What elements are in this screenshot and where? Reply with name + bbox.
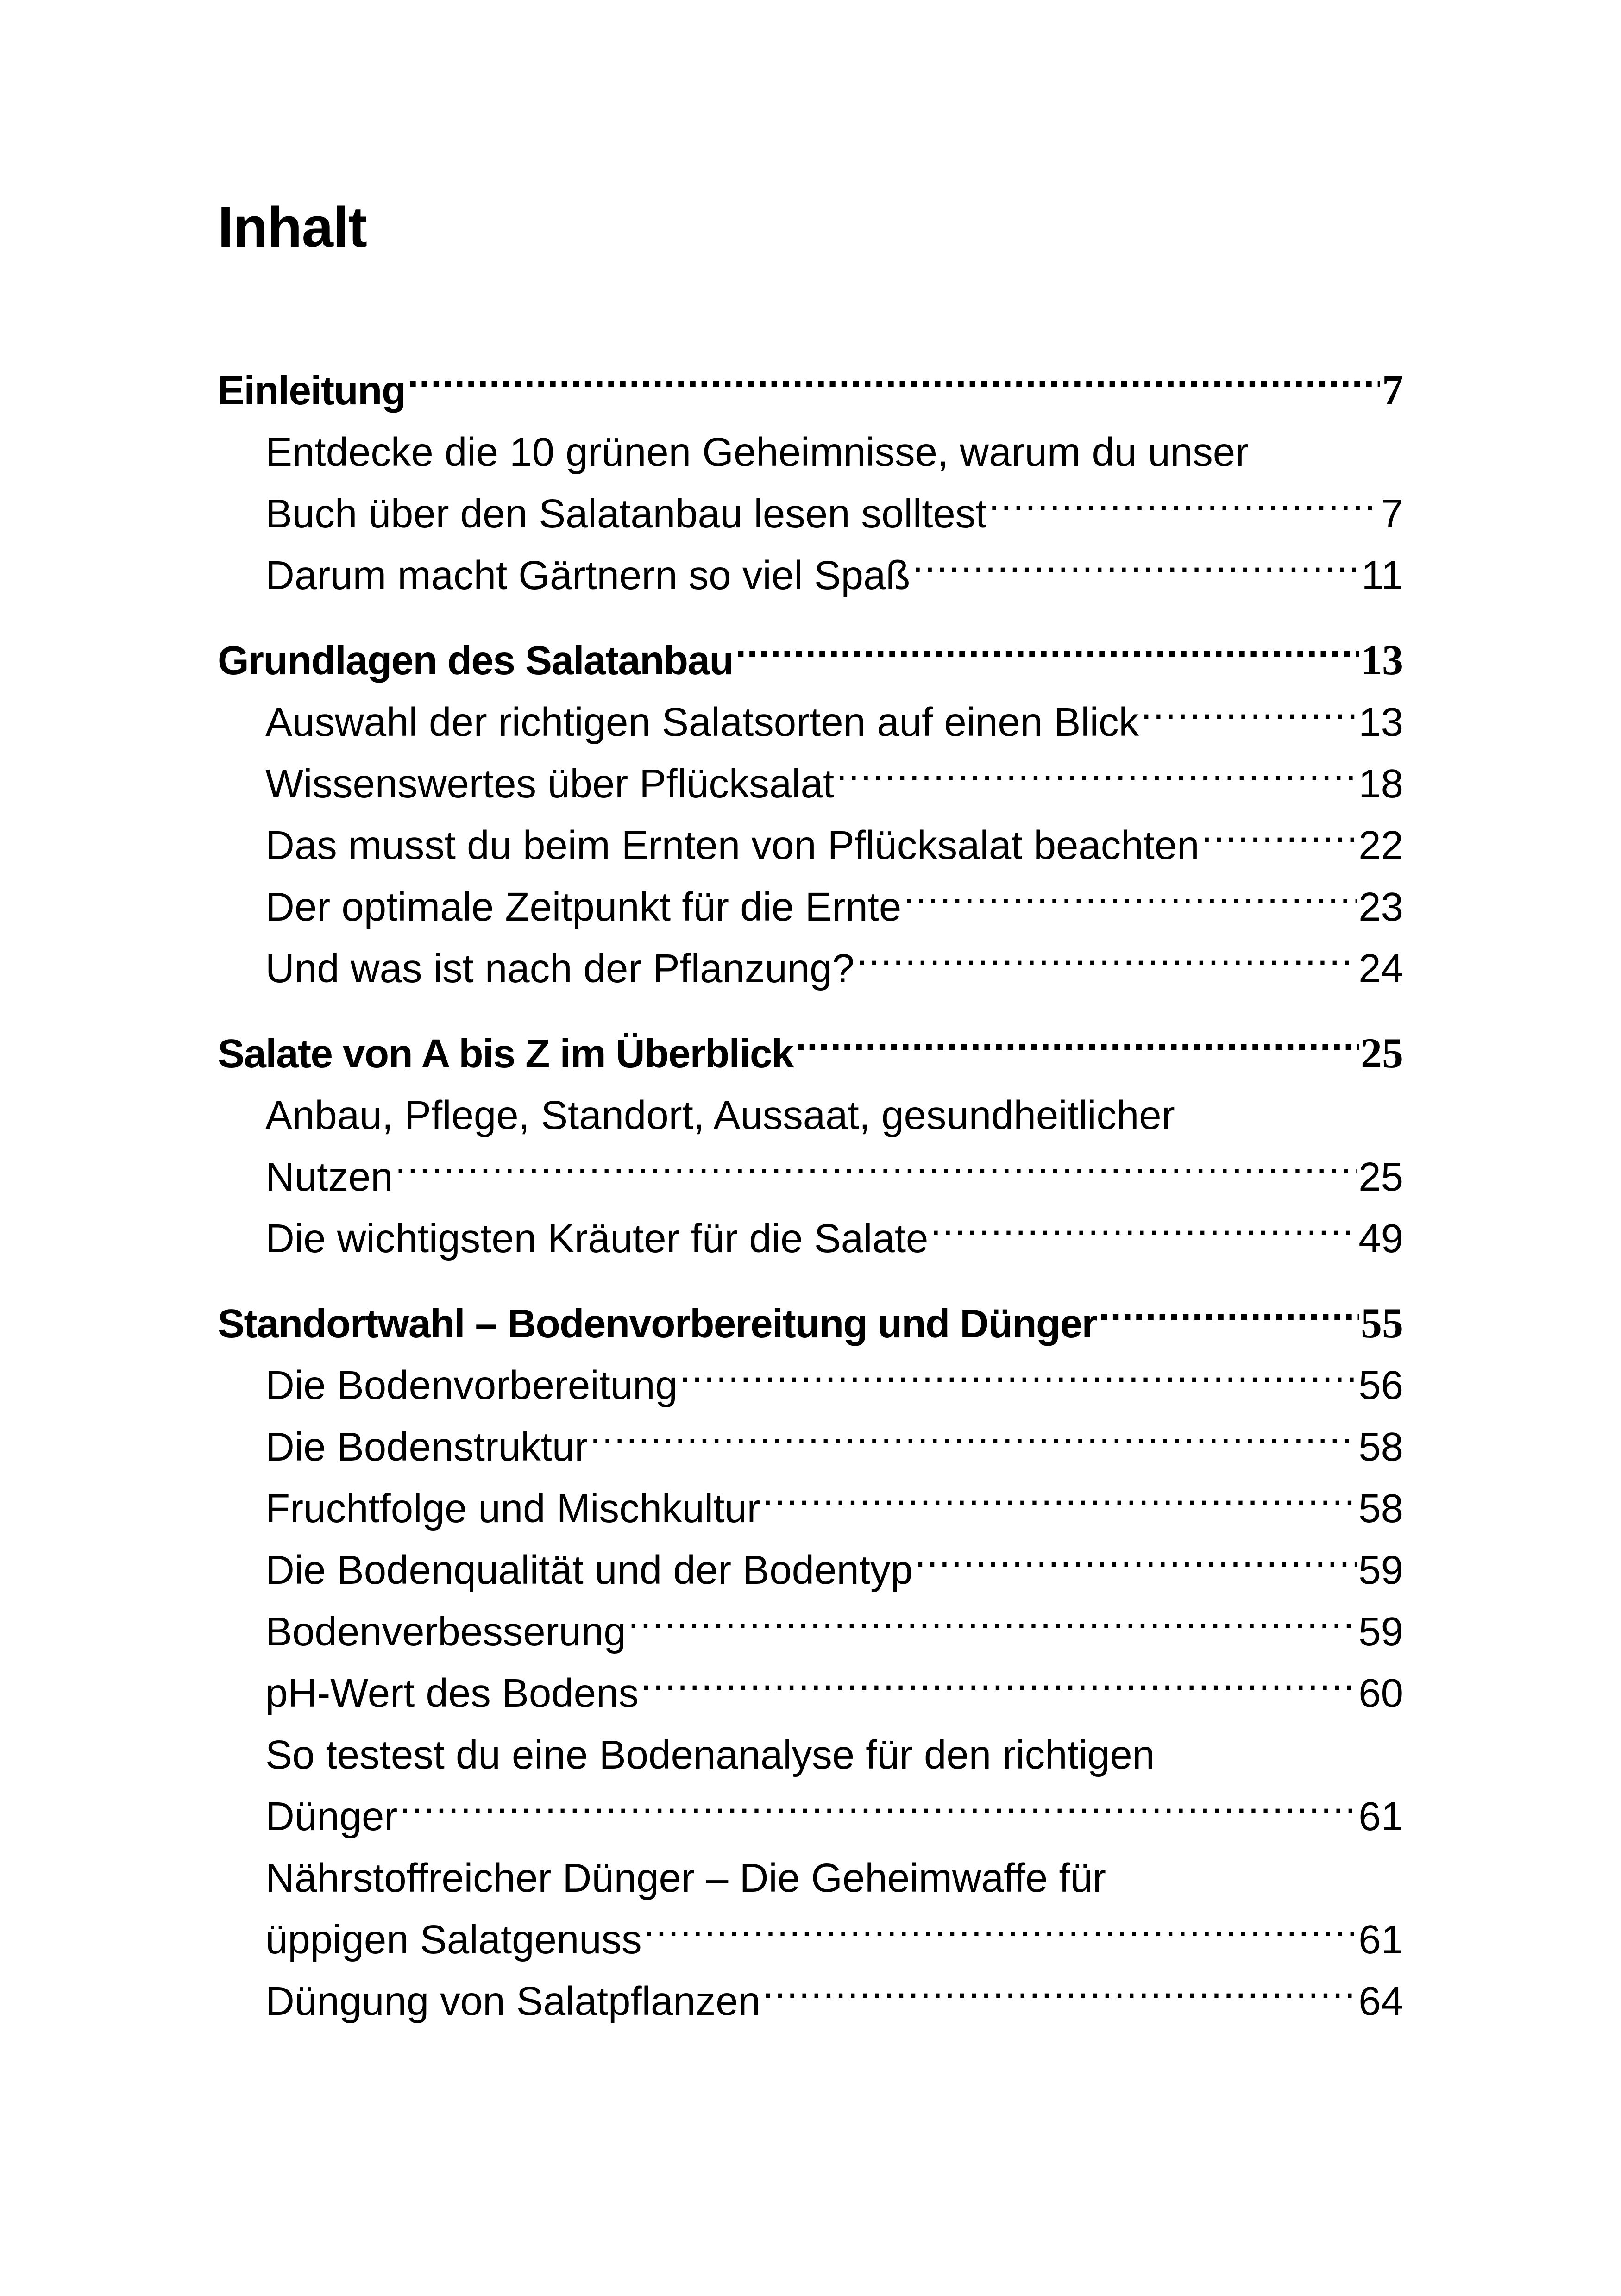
dot-leader [395, 1150, 1357, 1191]
page-number: 13 [1361, 636, 1403, 684]
toc-subentry-und-was-ist-nach-der-pflanzung[interactable] [218, 938, 1403, 999]
toc-subentry-ph-wert-des-bodens[interactable] [218, 1662, 1403, 1724]
page-number: 25 [1358, 1154, 1403, 1199]
page-number: 61 [1358, 1794, 1403, 1839]
toc-entry[interactable] [218, 938, 1403, 999]
toc-subentry-wissenswertes-ueber-pfluecksalat[interactable] [218, 753, 1403, 815]
dot-leader [836, 757, 1357, 797]
toc-entry[interactable] [218, 1847, 1403, 1970]
toc-entry-text: pH-Wert des Bodens [265, 1671, 639, 1716]
toc-chapter-einleitung[interactable] [218, 359, 1403, 421]
toc-entry[interactable] [218, 1208, 1403, 1269]
toc-section [218, 1292, 1403, 2032]
toc-subentry-buch-ueber-den-salatanbau-lesen-solltest[interactable] [218, 483, 1403, 545]
toc-entry-line: Entdecke die 10 grünen Geheimnisse, warum du unser [265, 430, 1249, 475]
toc-entry-text: Standortwahl – Bodenvorbereitung und Dünger [218, 1301, 1097, 1346]
toc-entry-text: Einleitung [218, 368, 406, 413]
toc-entry[interactable] [218, 1478, 1403, 1539]
dot-leader [1201, 819, 1357, 859]
toc-entry[interactable] [218, 1355, 1403, 1416]
dot-leader [915, 1543, 1357, 1584]
toc-entry-line: Nährstoffreicher Dünger – Die Geheimwaffe für [265, 1856, 1106, 1901]
dot-leader [930, 1212, 1357, 1252]
page-number: 60 [1358, 1671, 1403, 1716]
toc-entry[interactable] [218, 545, 1403, 606]
toc-subentry-darum-macht-gaertnern-so-viel-spass[interactable] [218, 545, 1403, 606]
toc-entry[interactable] [218, 815, 1403, 876]
toc-entry[interactable] [218, 1601, 1403, 1662]
toc-entry[interactable] [218, 753, 1403, 815]
toc-subentry-das-musst-du-beim-ernten-von-pfluecksala[interactable] [218, 815, 1403, 876]
page-number: 58 [1358, 1424, 1403, 1469]
page-number: 49 [1358, 1216, 1403, 1261]
toc-entry-line: Anbau, Pflege, Standort, Aussaat, gesundheitlicher [265, 1093, 1175, 1138]
toc-subentry-ueppigen-salatgenuss[interactable] [218, 1909, 1403, 1970]
toc-entry-text: Das musst du beim Ernten von Pflücksalat beachten [265, 823, 1200, 868]
toc-entry-text: Die wichtigsten Kräuter für die Salate [265, 1216, 929, 1261]
toc-entry-text: Darum macht Gärtnern so viel Spaß [265, 553, 911, 598]
toc-entry-text: üppigen Salatgenuss [265, 1917, 642, 1962]
toc-subentry-duenger[interactable] [218, 1786, 1403, 1847]
toc-subentry-auswahl-der-richtigen-salatsorten-auf-ei[interactable] [218, 691, 1403, 753]
toc-entry-text: Bodenverbesserung [265, 1609, 626, 1654]
toc-subentry-die-bodenqualitaet-und-der-bodentyp[interactable] [218, 1539, 1403, 1601]
page-number: 56 [1358, 1363, 1403, 1408]
toc-subentry-nutzen[interactable] [218, 1146, 1403, 1208]
page-number: 22 [1358, 823, 1403, 868]
dot-leader [988, 487, 1379, 527]
toc-entry-text: Wissenswertes über Pflücksalat [265, 761, 835, 806]
toc-entry-text: Auswahl der richtigen Salatsorten auf einen Blick [265, 700, 1139, 745]
toc-subentry-die-bodenstruktur[interactable] [218, 1416, 1403, 1478]
toc-entry[interactable] [218, 421, 1403, 545]
toc-entry-text: Dünger [265, 1794, 398, 1839]
toc-entry-text: Buch über den Salatanbau lesen solltest [265, 491, 987, 536]
dot-leader [644, 1913, 1357, 1953]
toc-entry[interactable] [218, 1662, 1403, 1724]
toc-entry[interactable] [218, 1724, 1403, 1847]
page-number: 61 [1358, 1917, 1403, 1962]
dot-leader [795, 1027, 1359, 1067]
toc-chapter-salate-von-a-bis-z-im-ueberblick[interactable] [218, 1023, 1403, 1085]
dot-leader [628, 1605, 1357, 1645]
dot-leader [407, 364, 1380, 404]
toc-section [218, 629, 1403, 999]
page-number: 24 [1358, 946, 1403, 991]
page-number: 25 [1361, 1029, 1403, 1077]
dot-leader [590, 1420, 1357, 1461]
dot-leader [856, 942, 1357, 982]
toc-entry[interactable] [218, 1085, 1403, 1208]
page-number: 7 [1382, 366, 1403, 414]
toc-entry-text: Fruchtfolge und Mischkultur [265, 1486, 760, 1531]
toc-entry[interactable] [218, 876, 1403, 938]
toc-subentry-die-bodenvorbereitung[interactable] [218, 1355, 1403, 1416]
page-number: 7 [1381, 491, 1403, 536]
dot-leader [679, 1359, 1357, 1399]
toc-entry-text: Und was ist nach der Pflanzung? [265, 946, 854, 991]
toc-title: Inhalt [218, 196, 367, 259]
toc-subentry-duengung-von-salatpflanzen[interactable] [218, 1970, 1403, 2032]
page-number: 13 [1358, 700, 1403, 745]
page-number: 11 [1361, 553, 1403, 598]
toc-page [218, 196, 1403, 2055]
dot-leader [912, 549, 1360, 589]
toc-section [218, 359, 1403, 606]
toc-chapter-standortwahl-bodenvorbereitung-und-dueng[interactable] [218, 1292, 1403, 1355]
page-number: 18 [1358, 761, 1403, 806]
toc-entry[interactable] [218, 1416, 1403, 1478]
page-number: 58 [1358, 1486, 1403, 1531]
dot-leader [735, 634, 1359, 674]
toc-entry-text: Die Bodenqualität und der Bodentyp [265, 1548, 913, 1593]
toc-subentry-bodenverbesserung[interactable] [218, 1601, 1403, 1662]
dot-leader [903, 880, 1357, 921]
page-number: 59 [1358, 1548, 1403, 1593]
toc-entry-text: Grundlagen des Salatanbau [218, 638, 734, 683]
toc-chapter-grundlagen-des-salatanbau[interactable] [218, 629, 1403, 691]
toc-entry-text: Der optimale Zeitpunkt für die Ernte [265, 885, 902, 929]
toc-entry-line: So testest du eine Bodenanalyse für den richtigen [265, 1732, 1155, 1777]
toc-subentry-der-optimale-zeitpunkt-fuer-die-ernte[interactable] [218, 876, 1403, 938]
page-number: 23 [1358, 885, 1403, 929]
dot-leader [1141, 696, 1357, 736]
toc-entry-text: Nutzen [265, 1154, 393, 1199]
toc-entry-text: Die Bodenvorbereitung [265, 1363, 678, 1408]
toc-entry[interactable] [218, 691, 1403, 753]
toc-subentry-die-wichtigsten-kraeuter-fuer-die-salate[interactable] [218, 1208, 1403, 1269]
page-number: 59 [1358, 1609, 1403, 1654]
dot-leader [762, 1975, 1357, 2015]
toc-section [218, 1023, 1403, 1269]
dot-leader [399, 1790, 1357, 1830]
toc-subentry-fruchtfolge-und-mischkultur[interactable] [218, 1478, 1403, 1539]
toc-entry[interactable] [218, 1539, 1403, 1601]
dot-leader [1099, 1297, 1359, 1337]
toc-entry-text: Salate von A bis Z im Überblick [218, 1031, 793, 1076]
toc-entry[interactable] [218, 1970, 1403, 2032]
page-number: 64 [1358, 1979, 1403, 2024]
dot-leader [641, 1667, 1357, 1707]
page-number: 55 [1361, 1299, 1403, 1347]
toc-entry-text: Die Bodenstruktur [265, 1424, 588, 1469]
toc-entry-text: Düngung von Salatpflanzen [265, 1979, 760, 2024]
toc-body [218, 359, 1403, 2032]
dot-leader [762, 1482, 1357, 1522]
